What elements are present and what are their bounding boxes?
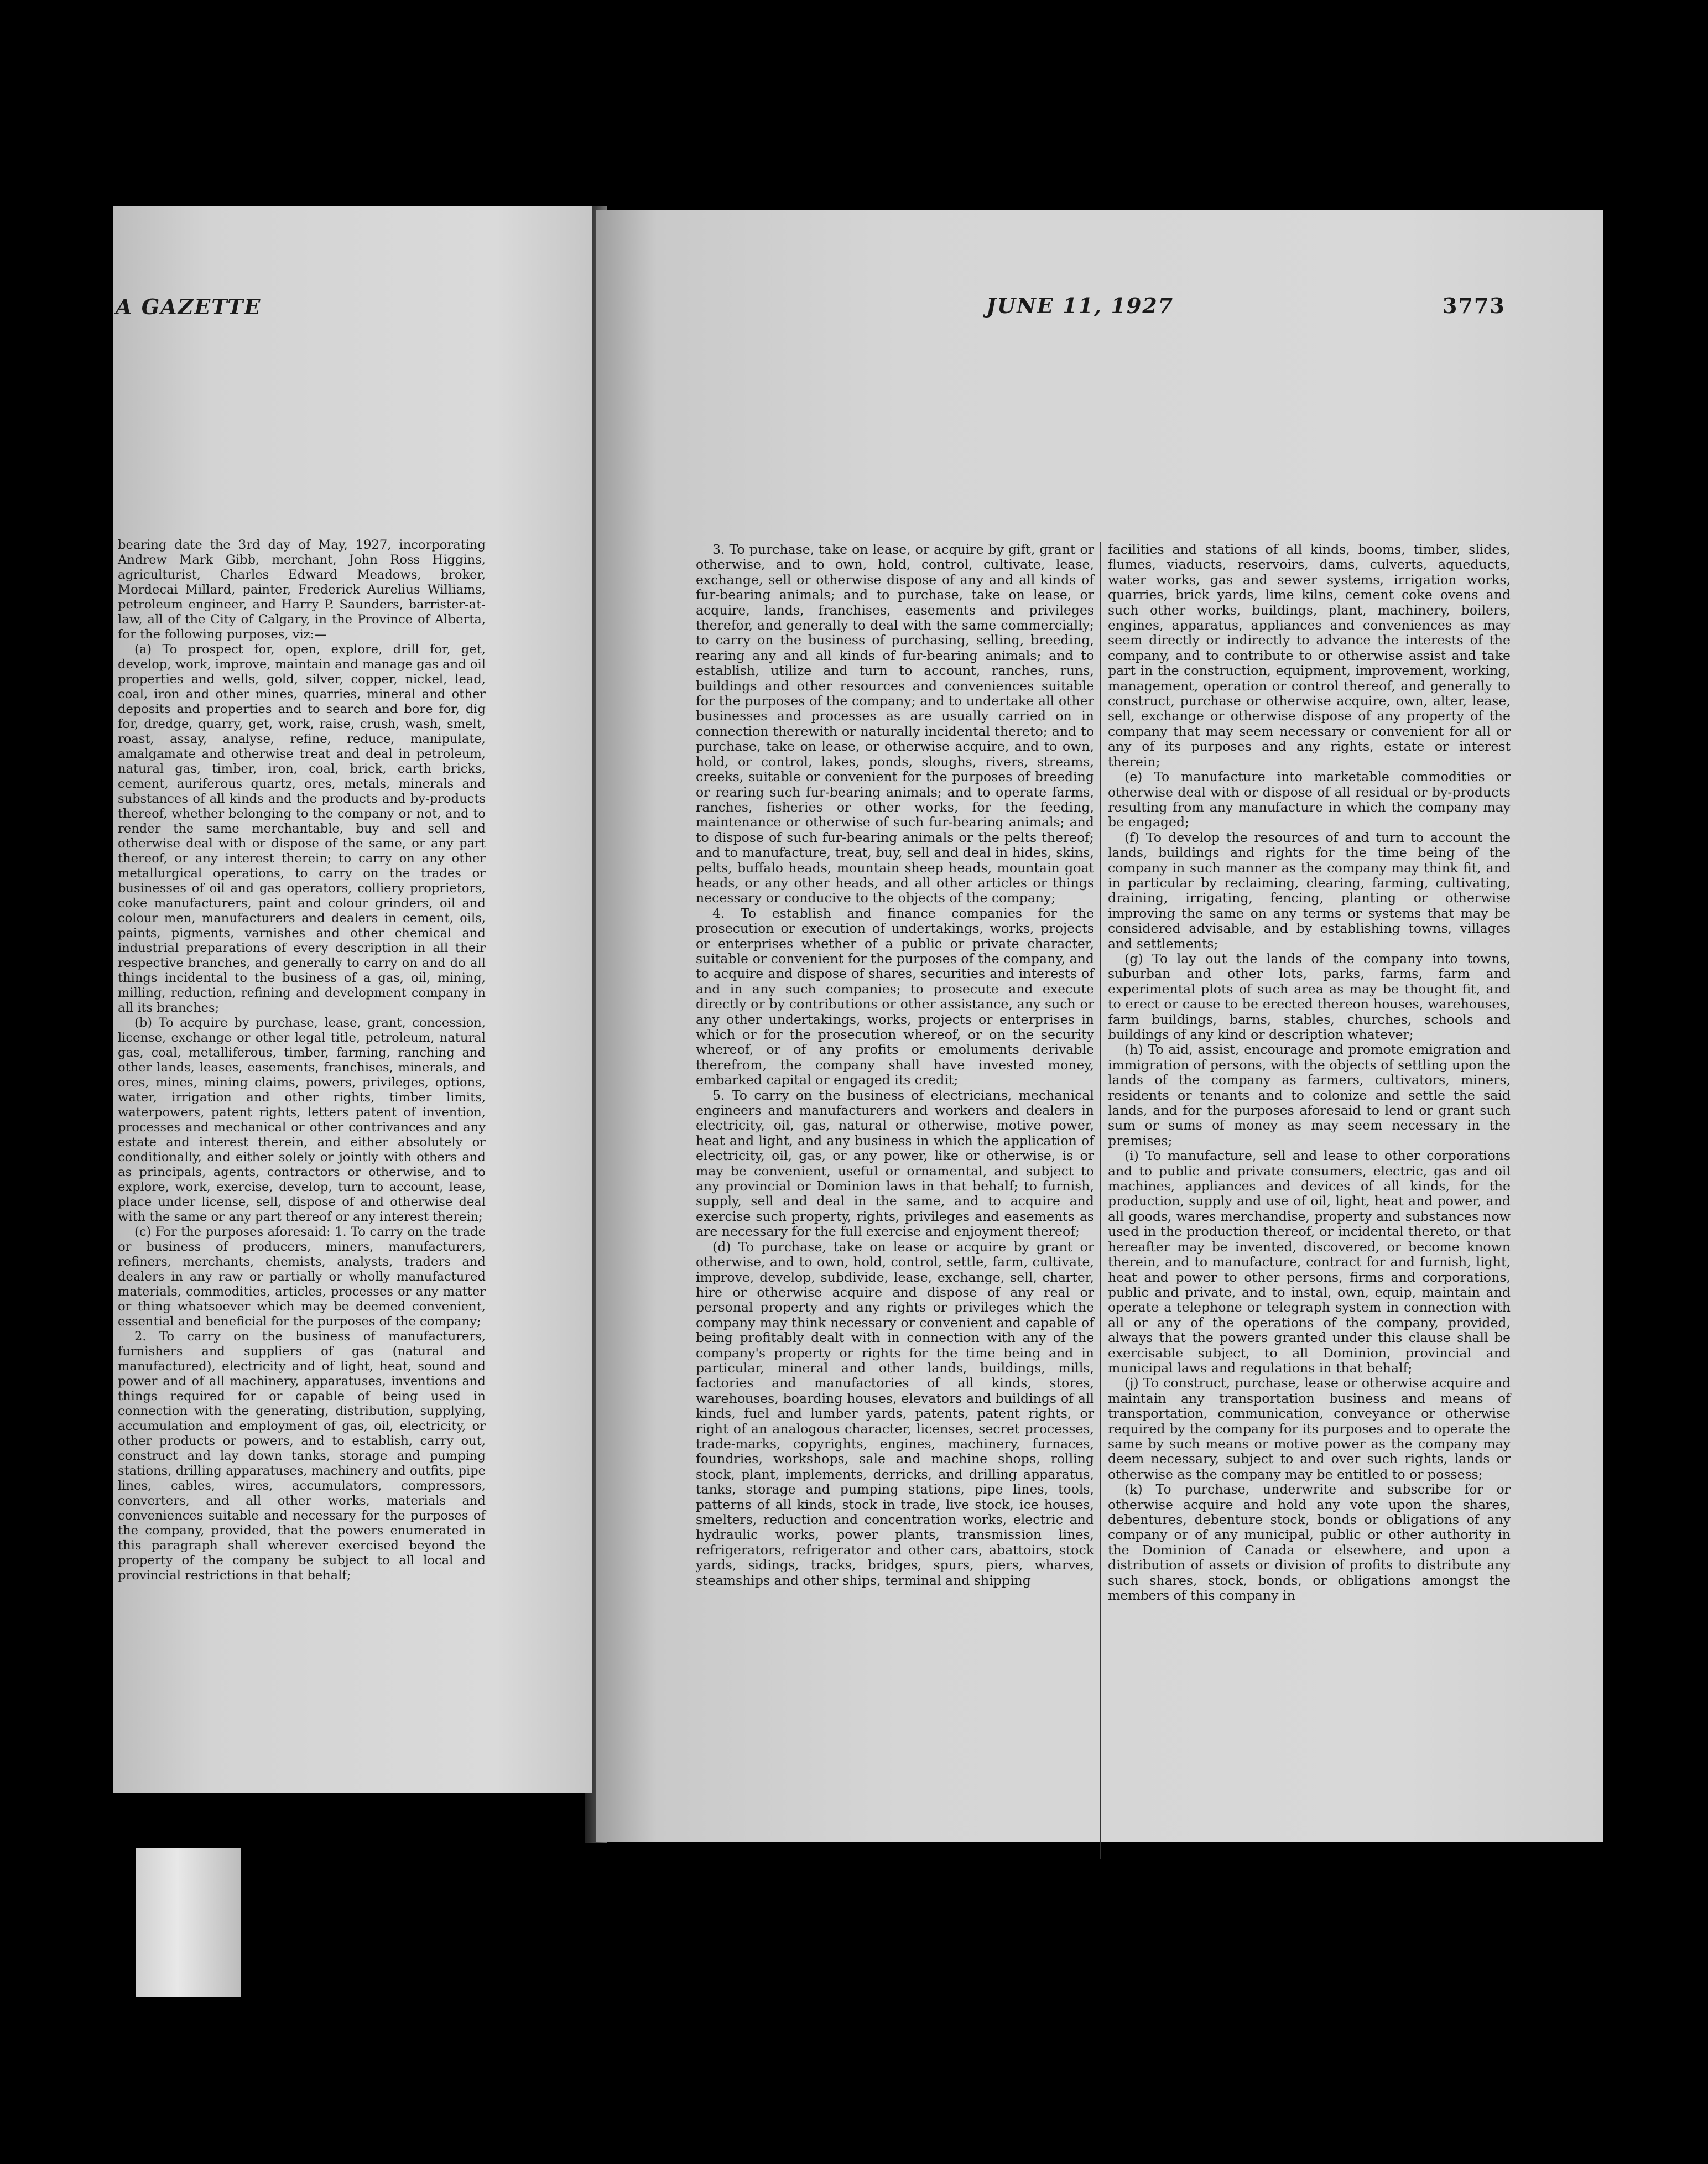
left-page	[113, 206, 592, 1793]
column-rule	[1100, 542, 1101, 1859]
left-paragraph-c2: 2. To carry on the business of manufacturers, furnishers and suppliers of gas (natural and manufactured), electricity and of light, heat, sound and power and of all machinery, apparatuses, inventions and things required for or capable of being used in connection with the generating, distribution, supplying, accumulation and employment of gas, oil, electricity, or other products or powers, and to establish, carry out, construct and lay down tanks, storage and pumping stations, drilling apparatuses, machinery and outfits, pipe lines, cables, wires, accumulators, compressors, converters, and all other works, materials and conveniences suitable and necessary for the purposes of the company, provided, that the powers enumerated in this paragraph shall wherever exercised beyond the property of the company be subject to all local and provincial restrictions in that behalf;	[118, 1329, 486, 1583]
date-header: JUNE 11, 1927	[986, 293, 1174, 318]
paragraph-i: (i) To manufacture, sell and lease to other corporations and to public and private consumers, electric, gas and oil machines, appliances and devices of all kinds, for the production, supply and use of oil, light, heat and power, and all goods, wares merchandise, property and substances now used in the production thereof, or incidental thereto, or that hereafter may be invented, discovered, or become known therein, and to manufacture, contract for and furnish, light, heat and power to other persons, firms and corporations, public and private, and to instal, own, equip, maintain and operate a telephone or telegraph system in connection with all or any of the operations of the company, provided, always that the powers granted under this clause shall be exercisable subject, to all Dominion, provincial and municipal laws and regulations in that behalf;	[1108, 1148, 1511, 1376]
left-page-column	[118, 538, 486, 1583]
right-column-2	[1108, 542, 1511, 1603]
film-edge-noise	[0, 2072, 1708, 2105]
paragraph-k: (k) To purchase, underwrite and subscribe for or otherwise acquire and hold any vote upon the shares, debentures, debenture stock, bonds or obligations of any company or of any municipal, public or other authority in the Dominion of Canada or elsewhere, and upon a distribution of assets or division of profits to distribute any such shares, stock, bonds, or obligations amongst the members of this company in	[1108, 1481, 1511, 1604]
paragraph-e: (e) To manufacture into marketable commodities or otherwise deal with or dispose of all residual or by-products resulting from any manufacture in which the company may be engaged;	[1108, 769, 1511, 830]
left-paragraph-a: (a) To prospect for, open, explore, drill for, get, develop, work, improve, maintain and manage gas and oil properties and wells, gold, silver, copper, nickel, lead, coal, iron and other mines, quarries, mineral and other deposits and properties and to search and bore for, dig for, dredge, quarry, get, work, raise, crush, wash, smelt, roast, assay, analyse, refine, reduce, manipulate, amalgamate and otherwise treat and deal in petroleum, natural gas, timber, iron, coal, brick, earth bricks, cement, auriferous quartz, ores, metals, minerals and substances of all kinds and the products and by-products thereof, whether belonging to the company or not, and to render the same merchantable, buy and sell and otherwise deal with or dispose of the same, or any part thereof, or any interest therein; to carry on any other metallurgical operations, to carry on the trades or businesses of oil and gas operators, colliery proprietors, coke manufacturers, paint and colour grinders, oil and colour men, manufacturers and dealers in cement, oils, paints, pigments, varnishes and other chemical and industrial preparations of every description in all their respective branches, and generally to carry on and do all things incidental to the business of a gas, oil, mining, milling, reduction, refining and development company in all its branches;	[118, 642, 486, 1015]
right-column-1	[696, 542, 1094, 1588]
right-page	[596, 210, 1603, 1842]
left-page-header: A GAZETTE	[116, 294, 262, 319]
paragraph-d-cont: facilities and stations of all kinds, booms, timber, slides, flumes, viaducts, reservoirs, dams, culverts, aqueducts, water works, gas and sewer systems, irrigation works, quarries, brick yards, lime kilns, cement coke ovens and such other works, buildings, plant, machinery, boilers, engines, apparatus, appliances and conveniences as may seem directly or indirectly to advance the interests of the company, and to contribute to or otherwise assist and take part in the construction, equipment, improvement, working, management, operation or control thereof, and generally to construct, purchase or otherwise acquire, own, alter, lease, sell, exchange or otherwise dispose of any property of the company that may seem necessary or convenient for all or any of its purposes and any rights, estate or interest therein;	[1108, 542, 1511, 769]
paragraph-f: (f) To develop the resources of and turn to account the lands, buildings and rights for the time being of the company in such manner as the company may think fit, and in particular by reclaiming, clearing, farming, cultivating, draining, irrigating, fencing, planting or otherwise improving the same on any terms or systems that may be considered advisable, and by establishing towns, villages and settlements;	[1108, 829, 1511, 951]
left-paragraph-intro: bearing date the 3rd day of May, 1927, incorporating Andrew Mark Gibb, merchant, John Ross Higgins, agriculturist, Charles Edward Meadows, broker, Mordecai Millard, painter, Frederick Aurelius Williams, petroleum engineer, and Harry P. Saunders, barrister-at-law, all of the City of Calgary, in the Province of Alberta, for the following purposes, viz:—	[118, 538, 486, 642]
paragraph-3: 3. To purchase, take on lease, or acquire by gift, grant or otherwise, and to own, hold, control, cultivate, lease, exchange, sell or otherwise dispose of any and all kinds of fur-bearing animals; and to purchase, take on lease, or acquire, lands, franchises, easements and privileges therefor, and generally to deal with the same commercially; to carry on the business of purchasing, selling, breeding, rearing any and all kinds of fur-bearing animals; and to establish, utilize and turn to account, ranches, runs, buildings and other resources and conveniences suitable for the purposes of the company; and to undertake all other businesses and processes as are usually carried on in connection therewith or naturally incidental thereto; and to purchase, take on lease, or otherwise acquire, and to own, hold, or control, lakes, ponds, sloughs, rivers, streams, creeks, suitable or convenient for the purposes of breeding or rearing such fur-bearing animals; and to operate farms, ranches, fisheries or other works, for the feeding, maintenance or otherwise of such fur-bearing animals; and to dispose of such fur-bearing animals or the pelts thereof; and to manufacture, treat, buy, sell and deal in hides, skins, pelts, buffalo heads, mountain sheep heads, mountain goat heads, or any other heads, and all other articles or things necessary or conducive to the objects of the company;	[696, 542, 1094, 906]
paragraph-4: 4. To establish and finance companies for the prosecution or execution of undertakings, works, projects or enterprises whether of a public or private character, suitable or convenient for the purposes of the company, and to acquire and dispose of shares, securities and interests of and in any such companies; to prosecute and execute directly or by contributions or other assistance, any such or any other undertakings, works, projects or enterprises in which or for the prosecution whereof, or on the security whereof, or of any profits or emoluments derivable therefrom, the company shall have invested money, embarked capital or engaged its credit;	[696, 905, 1094, 1088]
paragraph-h: (h) To aid, assist, encourage and promote emigration and immigration of persons, with the objects of settling upon the lands of the company as farmers, cultivators, miners, residents or tenants and to colonize and settle the said lands, and for the purposes aforesaid to lend or grant such sum or sums of money as may seem necessary in the premises;	[1108, 1042, 1511, 1148]
white-paper-tab	[136, 1848, 241, 1997]
left-paragraph-b: (b) To acquire by purchase, lease, grant, concession, license, exchange or other legal title, petroleum, natural gas, coal, metalliferous, timber, farming, ranching and other lands, leases, easements, franchises, minerals, and ores, mines, mining claims, powers, privileges, options, water, irrigation and other rights, timber limits, waterpowers, patent rights, letters patent of invention, processes and mechanical or other contrivances and any estate and interest therein, and either absolutely or conditionally, and either solely or jointly with others and as principals, agents, contractors or otherwise, and to explore, work, exercise, develop, turn to account, lease, place under license, sell, dispose of and otherwise deal with the same or any part thereof or any interest therein;	[118, 1016, 486, 1224]
paragraph-d: (d) To purchase, take on lease or acquire by grant or otherwise, and to own, hold, control, settle, farm, cultivate, improve, develop, subdivide, lease, exchange, sell, charter, hire or otherwise acquire and dispose of any real or personal property and any rights or privileges which the company may think necessary or convenient and capable of being profitably dealt with in connection with any of the company's property or rights for the time being and in particular, mineral and other lands, buildings, mills, factories and manufactories of all kinds, stores, warehouses, boarding houses, elevators and buildings of all kinds, fuel and lumber yards, patents, patent rights, or right of an analogous character, licenses, secret processes, trade-marks, copyrights, engines, machinery, furnaces, foundries, workshops, sale and machine shops, rolling stock, plant, implements, derricks, and drilling apparatus, tanks, storage and pumping stations, pipe lines, tools, patterns of all kinds, stock in trade, live stock, ice houses, smelters, reduction and concentration works, electric and hydraulic works, power plants, transmission lines, refrigerators, refrigerator and other cars, abattoirs, stock yards, sidings, tracks, bridges, spurs, piers, wharves, steamships and other ships, terminal and shipping	[696, 1239, 1094, 1588]
paragraph-g: (g) To lay out the lands of the company into towns, suburban and other lots, parks, farms, farm and experimental plots of such area as may be thought fit, and to erect or cause to be erected thereon houses, warehouses, farm buildings, barns, stables, churches, schools and buildings of any kind or description whatever;	[1108, 950, 1511, 1042]
paragraph-5: 5. To carry on the business of electricians, mechanical engineers and manufacturers and workers and dealers in electricity, oil, gas, natural or otherwise, motive power, heat and light, and any business in which the application of electricity, oil, gas, or any power, like or otherwise, is or may be convenient, useful or ornamental, and subject to any provincial or Dominion laws in that behalf; to furnish, supply, sell and deal in the same, and to acquire and exercise such property, rights, privileges and easements as are necessary for the full exercise and enjoyment thereof;	[696, 1087, 1094, 1240]
page-number: 3773	[1443, 293, 1506, 318]
left-paragraph-c: (c) For the purposes aforesaid: 1. To carry on the trade or business of producers, miners, manufacturers, refiners, merchants, chemists, analysts, traders and dealers in any raw or partially or wholly manufactured materials, commodities, articles, processes or any matter or thing whatsoever which may be deemed convenient, essential and beneficial for the purposes of the company;	[118, 1225, 486, 1329]
paragraph-j: (j) To construct, purchase, lease or otherwise acquire and maintain any transportation business and means of transportation, communication, conveyance or otherwise required by the company for its purposes and to operate the same by such means or motive power as the company may deem necessary, subject to and over such rights, lands or otherwise as the company may be entitled to or possess;	[1108, 1375, 1511, 1482]
